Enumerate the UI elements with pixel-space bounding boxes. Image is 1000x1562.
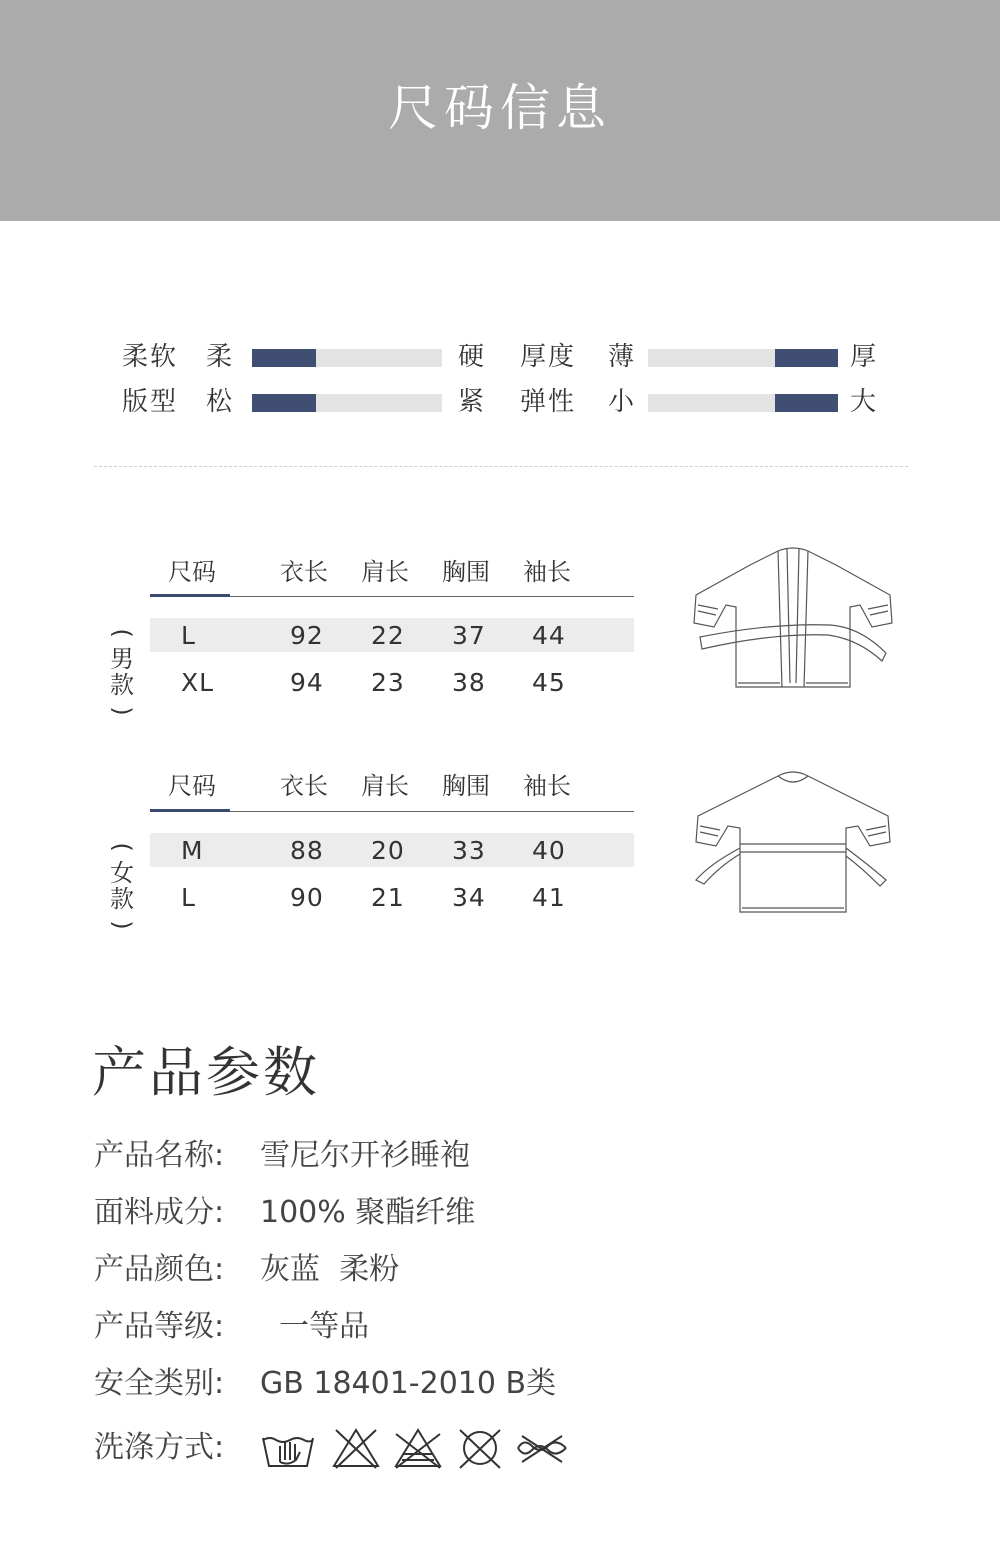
hand-wash-icon: [260, 1426, 316, 1470]
table-cell: L: [181, 621, 196, 650]
no-bleach-icon: [328, 1426, 384, 1470]
attribute-low-label: 薄: [608, 342, 635, 372]
group-label-char: 款: [110, 885, 134, 913]
table-cell: 92: [290, 621, 324, 650]
spec-key: 洗涤方式:: [94, 1430, 225, 1465]
section-divider: [94, 466, 908, 467]
table-cell: L: [181, 883, 196, 912]
table-cell: M: [181, 836, 204, 865]
table-cell: 90: [290, 883, 324, 912]
table-cell: 38: [452, 668, 486, 697]
spec-row-care: [94, 1428, 260, 1468]
column-header-chest: 胸围: [442, 558, 490, 586]
section-title: 产品参数: [92, 1041, 320, 1104]
spec-row-color: [94, 1250, 399, 1290]
group-label-women: ( 女 款 ): [108, 842, 136, 930]
group-label-char: 女: [110, 859, 134, 887]
table-cell: 21: [371, 883, 405, 912]
column-header-size: 尺码: [168, 772, 216, 800]
table-cell: 45: [532, 668, 566, 697]
column-header-sleeve: 袖长: [523, 772, 571, 800]
spec-value: 雪尼尔开衫睡袍: [260, 1138, 470, 1173]
attribute-low-label: 小: [608, 387, 635, 417]
column-header-length: 衣长: [280, 772, 328, 800]
attribute-bar: [648, 394, 838, 412]
attribute-row-fit: [0, 387, 1000, 417]
attribute-bar-fill: [775, 349, 838, 367]
group-label-men: ( 男 款 ): [108, 628, 136, 716]
spec-value: 一等品: [260, 1309, 370, 1344]
group-label-char: 款: [110, 671, 134, 699]
header-accent: [150, 594, 230, 597]
page-title: 尺码信息: [388, 79, 612, 137]
table-cell: 20: [371, 836, 405, 865]
spec-key: 产品等级:: [94, 1309, 225, 1344]
attribute-low-label: 松: [206, 387, 233, 417]
spec-key: 面料成分:: [94, 1195, 225, 1230]
attribute-bar: [252, 394, 442, 412]
attribute-row-softness: [0, 342, 1000, 372]
column-header-size: 尺码: [168, 558, 216, 586]
spec-value: 灰蓝 柔粉: [260, 1252, 400, 1287]
attribute-bar: [252, 349, 442, 367]
attribute-bar-fill: [775, 394, 838, 412]
column-header-sleeve: 袖长: [523, 558, 571, 586]
attribute-high-label: 紧: [458, 387, 485, 417]
header-accent: [150, 809, 230, 812]
attribute-label: 柔软: [122, 342, 179, 372]
attribute-high-label: 硬: [458, 342, 485, 372]
table-cell: 22: [371, 621, 405, 650]
spec-row-material: [94, 1193, 475, 1233]
spec-key: 产品颜色:: [94, 1252, 225, 1287]
mens-robe-illustration: [690, 545, 896, 690]
attribute-label: 厚度: [520, 342, 577, 372]
attribute-high-label: 厚: [850, 342, 877, 372]
column-header-shoulder: 肩长: [361, 772, 409, 800]
attribute-low-label: 柔: [206, 342, 233, 372]
no-dry-clean-icon: [452, 1426, 508, 1470]
spec-row-grade: [94, 1307, 369, 1347]
table-cell: 94: [290, 668, 324, 697]
table-cell: 37: [452, 621, 486, 650]
table-cell: 23: [371, 668, 405, 697]
no-wring-icon: [514, 1426, 570, 1470]
attribute-label: 版型: [122, 387, 179, 417]
spec-value: GB 18401-2010 B类: [260, 1366, 557, 1401]
table-cell: 44: [532, 621, 566, 650]
table-cell: 41: [532, 883, 566, 912]
table-cell: 34: [452, 883, 486, 912]
table-cell: 88: [290, 836, 324, 865]
table-cell: XL: [181, 668, 215, 697]
column-header-chest: 胸围: [442, 772, 490, 800]
spec-key: 安全类别:: [94, 1366, 225, 1401]
attribute-bar: [648, 349, 838, 367]
spec-row-safety: [94, 1364, 556, 1404]
column-header-shoulder: 肩长: [361, 558, 409, 586]
womens-robe-illustration: [690, 768, 896, 914]
attribute-high-label: 大: [850, 387, 877, 417]
table-cell: 33: [452, 836, 486, 865]
spec-key: 产品名称:: [94, 1138, 225, 1173]
attribute-label: 弹性: [520, 387, 577, 417]
attribute-bar-fill: [252, 349, 316, 367]
table-cell: 40: [532, 836, 566, 865]
no-tumble-dry-icon: [390, 1426, 446, 1470]
spec-row-name: [94, 1136, 470, 1176]
spec-value: 100% 聚酯纤维: [260, 1195, 476, 1230]
attribute-bar-fill: [252, 394, 316, 412]
header-banner: [0, 0, 1000, 221]
group-label-char: 男: [110, 645, 134, 673]
column-header-length: 衣长: [280, 558, 328, 586]
